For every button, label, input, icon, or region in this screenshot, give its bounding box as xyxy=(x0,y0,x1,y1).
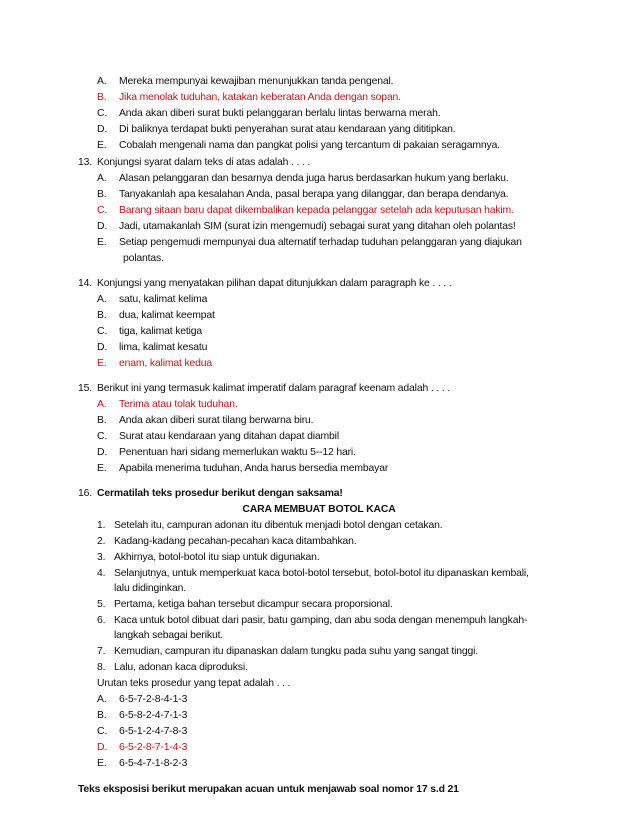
q14-option-a-text: satu, kalimat kelima xyxy=(119,294,208,305)
q16-procedure-title: CARA MEMBUAT BOTOL KACA xyxy=(242,504,396,515)
q12-option-a-text: Mereka mempunyai kewajiban menunjukkan tanda pengenal. xyxy=(119,76,394,87)
q16-option-c-letter: C. xyxy=(97,726,108,737)
q15-question: Berikut ini yang termasuk kalimat imperatif dalam paragraf keenam adalah . . . . xyxy=(97,383,450,394)
q14-option-c-letter: C. xyxy=(97,326,108,337)
q13-option-b-letter: B. xyxy=(97,189,107,200)
q14-option-b-letter: B. xyxy=(97,310,107,321)
q16-step-6-text-continued: langkah sebagai berikut. xyxy=(114,630,224,641)
q13-number: 13. xyxy=(78,157,92,168)
q16-option-b-text: 6-5-8-2-4-7-1-3 xyxy=(119,710,188,721)
q16-step-7-text: Kemudian, campuran itu dipanaskan dalam tungku pada suhu yang sangat tinggi. xyxy=(114,646,479,657)
q12-option-a-letter: A. xyxy=(97,76,107,87)
q16-step-3-number: 3. xyxy=(97,552,106,563)
q13-option-e-letter: E. xyxy=(97,237,107,248)
q16-step-6-text: Kaca untuk botol dibuat dari pasir, batu gamping, dan abu soda dengan menempuh langkah- xyxy=(114,615,528,626)
q15-option-e-text: Apabila menerima tuduhan, Anda harus bersedia membayar xyxy=(119,463,389,474)
q16-step-2-text: Kadang-kadang pecahan-pecahan kaca ditambahkan. xyxy=(114,536,357,547)
q12-option-c-letter: C. xyxy=(97,108,108,119)
q13-option-b-text: Tanyakanlah apa kesalahan Anda, pasal berapa yang dilanggar, dan berapa dendanya. xyxy=(119,189,509,200)
q15-option-a-text: Terima atau tolak tuduhan. xyxy=(119,399,238,410)
q14-option-c-text: tiga, kalimat ketiga xyxy=(119,326,203,337)
q13-option-d-text: Jadi, utamakanlah SIM (surat izin mengemudi) sebagai surat yang ditahan oleh polantas! xyxy=(119,221,516,232)
q13-option-a-letter: A. xyxy=(97,173,107,184)
q15-option-c-text: Surat atau kendaraan yang ditahan dapat diambil xyxy=(119,431,339,442)
q15-option-b-letter: B. xyxy=(97,415,107,426)
q13-option-e-text-continued: polantas. xyxy=(123,253,164,264)
q13-option-c-text: Barang sitaan baru dapat dikembalikan kepada pelanggar setelah ada keputusan hakim. xyxy=(119,205,514,216)
q16-option-c-text: 6-5-1-2-4-7-8-3 xyxy=(119,726,188,737)
q15-option-d-text: Penentuan hari sidang memerlukan waktu 5--12 hari. xyxy=(119,447,356,458)
q15-option-e-letter: E. xyxy=(97,463,107,474)
q16-number: 16. xyxy=(78,488,92,499)
q14-question: Konjungsi yang menyatakan pilihan dapat ditunjukkan dalam paragraph ke . . . . xyxy=(97,278,452,289)
q14-option-e-text: enam, kalimat kedua xyxy=(119,358,213,369)
q14-option-e-letter: E. xyxy=(97,358,107,369)
q16-option-d-letter: D. xyxy=(97,742,108,753)
q16-step-4-text-continued: lalu didinginkan. xyxy=(114,583,186,594)
q13-option-c-letter: C. xyxy=(97,205,108,216)
q16-step-3-text: Akhirnya, botol-botol itu siap untuk digunakan. xyxy=(114,552,320,563)
q16-step-2-number: 2. xyxy=(97,536,106,547)
q16-step-4-text: Selanjutnya, untuk memperkuat kaca botol-botol tersebut, botol-botol itu dipanaskan kembali, xyxy=(114,568,529,579)
q14-option-d-text: lima, kalimat kesatu xyxy=(119,342,208,353)
q16-question: Cermatilah teks prosedur berikut dengan saksama! xyxy=(97,488,343,499)
q16-prompt: Urutan teks prosedur yang tepat adalah . . . xyxy=(97,678,291,689)
q12-option-b-text: Jika menolak tuduhan, katakan keberatan Anda dengan sopan. xyxy=(119,92,401,103)
q13-option-e-text: Setiap pengemudi mempunyai dua alternatif terhadap tuduhan pelanggaran yang diajukan xyxy=(119,237,522,248)
q14-option-d-letter: D. xyxy=(97,342,108,353)
q16-option-e-letter: E. xyxy=(97,758,107,769)
q16-step-5-number: 5. xyxy=(97,599,106,610)
q12-option-c-text: Anda akan diberi surat bukti pelanggaran berlalu lintas berwarna merah. xyxy=(119,108,441,119)
q15-option-d-letter: D. xyxy=(97,447,108,458)
q12-option-e-letter: E. xyxy=(97,140,107,151)
q13-option-d-letter: D. xyxy=(97,221,108,232)
q16-step-6-number: 6. xyxy=(97,615,106,626)
q16-option-a-text: 6-5-7-2-8-4-1-3 xyxy=(119,694,188,705)
q12-option-d-text: Di baliknya terdapat bukti penyerahan surat atau kendaraan yang dititipkan. xyxy=(119,124,456,135)
q14-option-a-letter: A. xyxy=(97,294,107,305)
q16-option-d-text: 6-5-2-8-7-1-4-3 xyxy=(119,742,188,753)
q16-option-b-letter: B. xyxy=(97,710,107,721)
q15-option-c-letter: C. xyxy=(97,431,108,442)
q16-step-8-number: 8. xyxy=(97,662,106,673)
q16-option-e-text: 6-5-4-7-1-8-2-3 xyxy=(119,758,188,769)
q14-option-b-text: dua, kalimat keempat xyxy=(119,310,215,321)
q12-option-e-text: Cobalah mengenali nama dan pangkat polisi yang tercantum di pakaian seragamnya. xyxy=(119,140,500,151)
section-instruction: Teks eksposisi berikut merupakan acuan untuk menjawab soal nomor 17 s.d 21 xyxy=(78,784,459,795)
q15-option-a-letter: A. xyxy=(97,399,107,410)
q16-step-7-number: 7. xyxy=(97,646,106,657)
q13-question: Konjungsi syarat dalam teks di atas adalah . . . . xyxy=(97,157,311,168)
q16-step-1-text: Setelah itu, campuran adonan itu dibentuk menjadi botol dengan cetakan. xyxy=(114,520,443,531)
q16-step-5-text: Pertama, ketiga bahan tersebut dicampur secara proporsional. xyxy=(114,599,393,610)
q14-number: 14. xyxy=(78,278,92,289)
q16-step-8-text: Lalu, adonan kaca diproduksi. xyxy=(114,662,248,673)
q12-option-d-letter: D. xyxy=(97,124,108,135)
q15-option-b-text: Anda akan diberi surat tilang berwarna biru. xyxy=(119,415,314,426)
q16-step-4-number: 4. xyxy=(97,568,106,579)
q12-option-b-letter: B. xyxy=(97,92,107,103)
q13-option-a-text: Alasan pelanggaran dan besarnya denda juga harus berdasarkan hukum yang berlaku. xyxy=(119,173,509,184)
q16-step-1-number: 1. xyxy=(97,520,106,531)
q15-number: 15. xyxy=(78,383,92,394)
q16-option-a-letter: A. xyxy=(97,694,107,705)
